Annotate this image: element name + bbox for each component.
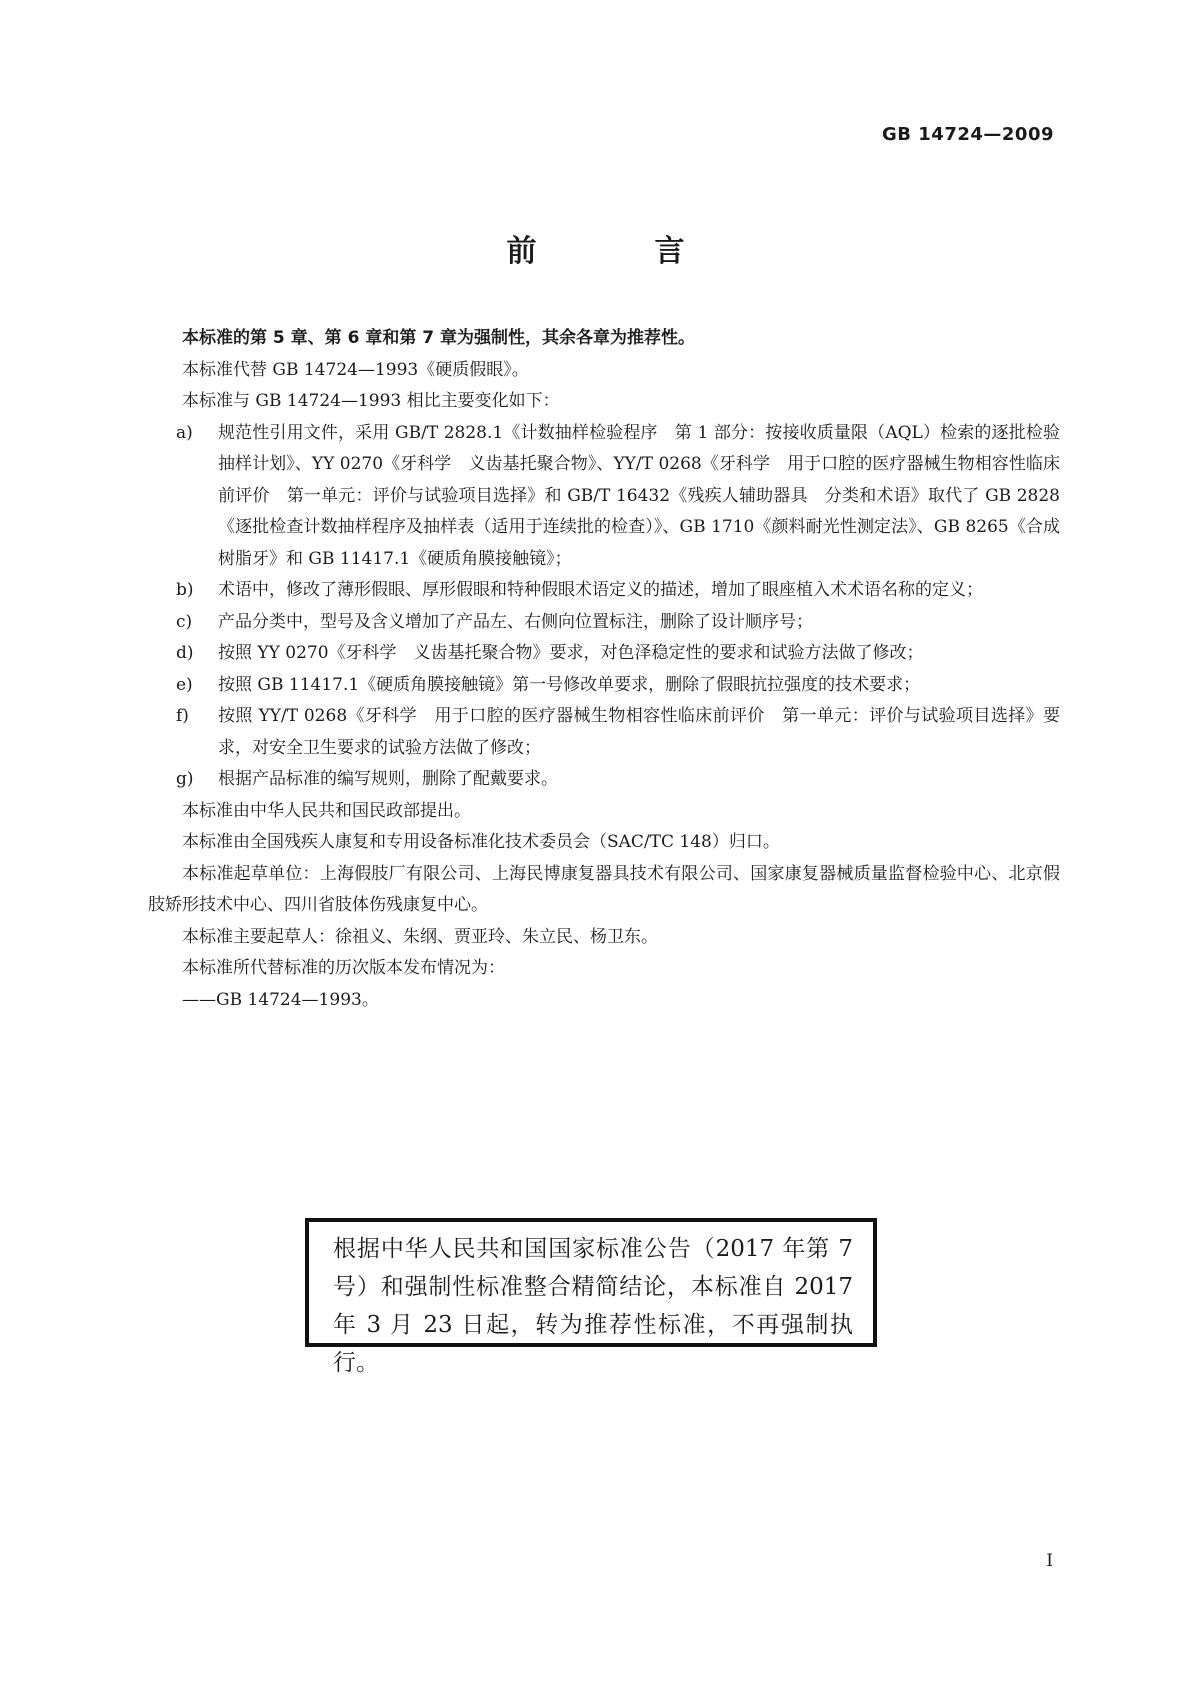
change-item-a bbox=[148, 418, 1060, 576]
change-item-g bbox=[148, 764, 1060, 796]
change-label: c) bbox=[176, 611, 193, 632]
change-label: d) bbox=[176, 643, 194, 663]
change-item-e bbox=[148, 670, 1060, 702]
proposer-statement: 本标准由中华人民共和国民政部提出。 bbox=[182, 800, 471, 821]
foreword-body bbox=[148, 323, 1060, 1016]
change-label: g) bbox=[176, 769, 194, 789]
change-text: 术语中，修改了薄形假眼、厚形假眼和特种假眼术语定义的描述，增加了眼座植入术术语名称的定义； bbox=[218, 580, 983, 600]
change-label: e) bbox=[176, 674, 193, 695]
change-item-f bbox=[148, 701, 1060, 764]
page-number: I bbox=[1046, 1551, 1053, 1571]
replaces-statement: 本标准代替 GB 14724—1993《硬质假眼》。 bbox=[182, 359, 529, 380]
change-text: 产品分类中，型号及含义增加了产品左、右侧向位置标注，删除了设计顺序号； bbox=[218, 611, 813, 632]
page-title: 前 言 bbox=[506, 234, 729, 269]
change-text: 根据产品标准的编写规则，删除了配戴要求。 bbox=[218, 769, 558, 789]
change-item-c bbox=[148, 607, 1060, 639]
changes-intro: 本标准与 GB 14724—1993 相比主要变化如下： bbox=[182, 391, 560, 411]
version-history-item: ——GB 14724—1993。 bbox=[182, 989, 379, 1010]
change-text: 按照 GB 11417.1《硬质角膜接触镜》第一号修改单要求，删除了假眼抗拉强度的技术要求； bbox=[218, 674, 921, 695]
change-item-d bbox=[148, 638, 1060, 670]
change-text: 按照 YY/T 0268《牙科学 用于口腔的医疗器械生物相容性临床前评价 第一单元：评价与试验项目选择》要求，对安全卫生要求的试验方法做了修改； bbox=[218, 706, 1060, 758]
change-label: a) bbox=[176, 422, 193, 443]
mandatory-statement: 本标准的第 5 章、第 6 章和第 7 章为强制性，其余各章为推荐性。 bbox=[182, 328, 695, 348]
version-history-intro: 本标准所代替标准的历次版本发布情况为： bbox=[182, 958, 505, 978]
change-text: 规范性引用文件，采用 GB/T 2828.1《计数抽样检验程序 第 1 部分：按接收质量限（AQL）检索的逐批检验抽样计划》、YY 0270《牙科学 义齿基托聚合物》、YY/T 0268《牙科学 用于口腔的医疗器械生物相容性临床前评价 第一单元：评价与试验项目选择》和 GB/T 16432《残疾人辅助器具 分类和术语》取代了 GB 2828《逐批检查计数抽样程序及抽样表（适用于连续批的检查）》、GB 1710《颜料耐光性测定法》、GB 8265《合成树脂牙》和 GB 11417.1《硬质角膜接触镜》； bbox=[218, 422, 1060, 569]
notice-box: 根据中华人民共和国国家标准公告（2017 年第 7 号）和强制性标准整合精简结论，本标准自 2017 年 3 月 23 日起，转为推荐性标准，不再强制执行。 bbox=[305, 1218, 877, 1347]
drafting-units: 本标准起草单位：上海假肢厂有限公司、上海民博康复器具技术有限公司、国家康复器械质量监督检验中心、北京假肢矫形技术中心、四川省肢体伤残康复中心。 bbox=[148, 863, 1060, 915]
drafters: 本标准主要起草人：徐祖义、朱纲、贾亚玲、朱立民、杨卫东。 bbox=[182, 926, 658, 947]
change-label: b) bbox=[176, 580, 194, 600]
standard-number: GB 14724—2009 bbox=[882, 124, 1054, 145]
change-label: f) bbox=[176, 706, 189, 726]
change-text: 按照 YY 0270《牙科学 义齿基托聚合物》要求，对色泽稳定性的要求和试验方法做了修改； bbox=[218, 643, 924, 663]
committee-statement: 本标准由全国残疾人康复和专用设备标准化技术委员会（SAC/TC 148）归口。 bbox=[182, 832, 780, 852]
change-item-b bbox=[148, 575, 1060, 607]
